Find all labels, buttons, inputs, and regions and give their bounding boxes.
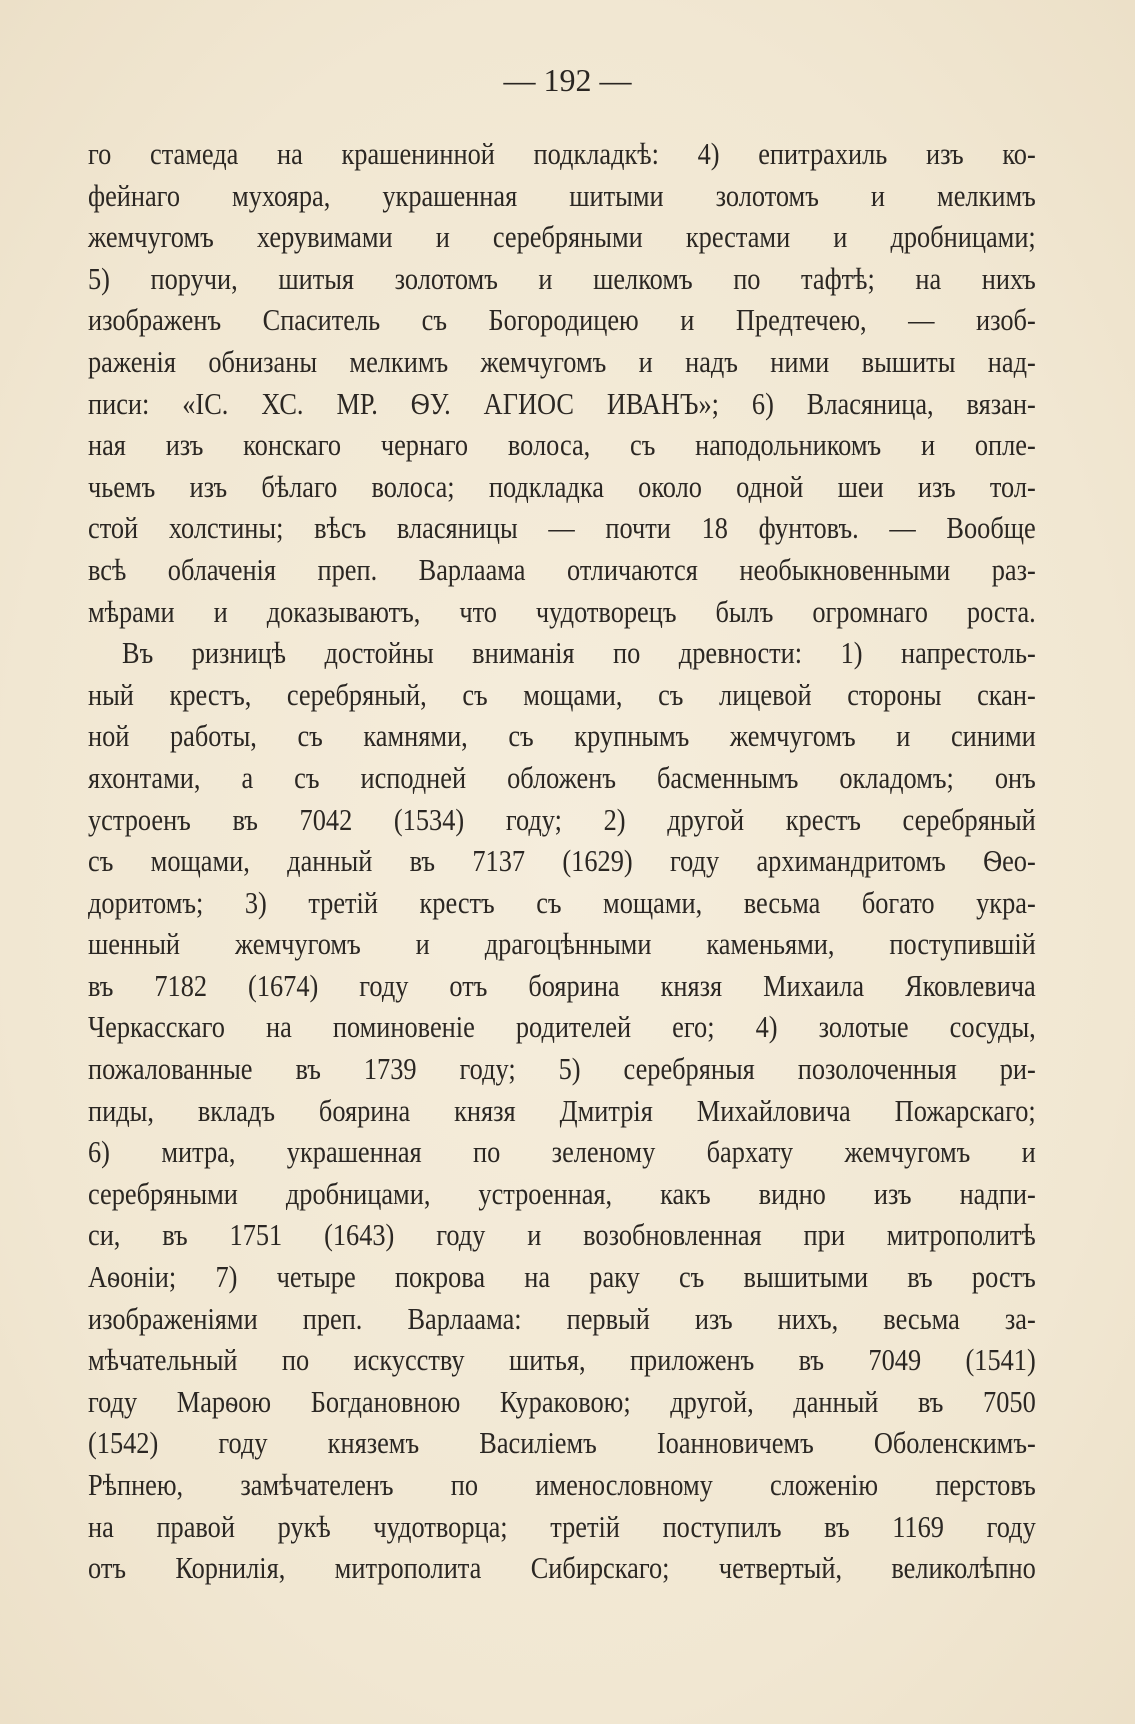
text-line [88, 1381, 1036, 1423]
text-line-content: раженія обнизаны мелкимъ жемчугомъ и надъ ними вышиты над- [88, 343, 1036, 379]
text-line-content: доритомъ; 3) третій крестъ съ мощами, весьма богато укра- [88, 884, 1036, 920]
text-line-content: изображенъ Спаситель съ Богородицею и Предтечею, — изоб- [88, 302, 1036, 338]
text-line-content: ный крестъ, серебряный, съ мощами, съ лицевой стороны скан- [88, 676, 1036, 712]
text-line [88, 1422, 1036, 1464]
text-line [88, 258, 1036, 300]
text-line [88, 341, 1036, 383]
text-line-content: пожалованные въ 1739 году; 5) серебряныя позолоченныя ри- [88, 1051, 1036, 1087]
text-line [88, 133, 1036, 175]
text-line [88, 923, 1036, 965]
text-line [88, 757, 1036, 799]
text-line-content: съ мощами, данный въ 7137 (1629) году архимандритомъ Ѳео- [88, 843, 1036, 879]
text-line-content: ной работы, съ камнями, съ крупнымъ жемчугомъ и синими [88, 718, 1036, 754]
text-line [88, 549, 1036, 591]
text-line-content: серебряными дробницами, устроенная, какъ видно изъ надпи- [88, 1175, 1036, 1211]
text-line [88, 1298, 1036, 1340]
text-line [88, 1006, 1036, 1048]
text-line-content: всѣ облаченія преп. Варлаама отличаются необыкновенными раз- [88, 551, 1036, 587]
text-line-content: Въ ризницѣ достойны вниманія по древности: 1) напрестоль- [122, 635, 1036, 671]
text-line-content: Рѣпнею, замѣчателенъ по именословному сложенію перстовъ [88, 1467, 1036, 1502]
text-line-content: пиды, вкладъ боярина князя Дмитрія Михайловича Пожарскаго; [88, 1092, 1036, 1128]
text-line [88, 466, 1036, 508]
text-line [88, 1090, 1036, 1132]
text-line-content: (1542) году княземъ Василіемъ Іоанновичемъ Оболенскимъ- [88, 1425, 1036, 1461]
text-line-content: устроенъ въ 7042 (1534) году; 2) другой крестъ серебряный [88, 801, 1036, 837]
text-line [88, 507, 1036, 549]
text-line [88, 591, 1036, 633]
text-line [88, 840, 1036, 882]
text-line [88, 1214, 1036, 1256]
text-line-content: го стамеда на крашенинной подкладкѣ: 4) епитрахиль изъ ко- [88, 136, 1036, 171]
text-line [88, 1256, 1036, 1298]
page-number: — 192 — [503, 62, 632, 98]
text-line-content: мѣрами и доказываютъ, что чудотворецъ былъ огромнаго роста. [88, 593, 1036, 629]
text-line-content: 6) митра, украшенная по зеленому бархату жемчугомъ и [88, 1134, 1036, 1170]
text-line-content: шенный жемчугомъ и драгоцѣнными каменьями, поступившій [88, 926, 1036, 962]
body-text [88, 133, 1036, 1589]
text-line-content: въ 7182 (1674) году отъ боярина князя Михаила Яковлевича [88, 967, 1036, 1003]
text-line [88, 1173, 1036, 1215]
text-line-content: стой холстины; вѣсъ власяницы — почти 18 фунтовъ. — Вообще [88, 510, 1036, 546]
text-line [88, 383, 1036, 425]
text-line [88, 1464, 1036, 1506]
text-line-content: ная изъ конскаго чернаго волоса, съ наподольникомъ и опле- [88, 427, 1036, 463]
text-line [88, 1339, 1036, 1381]
text-line [88, 1547, 1036, 1589]
text-line-content: фейнаго мухояра, украшенная шитыми золотомъ и мелкимъ [88, 177, 1036, 213]
text-line [88, 882, 1036, 924]
text-line-content: Черкасскаго на поминовеніе родителей его; 4) золотые сосуды, [88, 1009, 1036, 1045]
text-line [88, 299, 1036, 341]
text-line [88, 1131, 1036, 1173]
text-line [88, 1506, 1036, 1548]
text-line-content: жемчугомъ херувимами и серебряными крестами и дробницами; [88, 219, 1036, 255]
text-line-content: отъ Корнилія, митрополита Сибирскаго; четвертый, великолѣпно [88, 1550, 1036, 1586]
text-line-content: яхонтами, а съ исподней обложенъ басменнымъ окладомъ; онъ [88, 759, 1036, 795]
text-line [88, 175, 1036, 217]
text-line-content: на правой рукѣ чудотворца; третій поступилъ въ 1169 году [88, 1508, 1036, 1544]
text-line [88, 965, 1036, 1007]
text-line-content: 5) поручи, шитыя золотомъ и шелкомъ по тафтѣ; на нихъ [88, 260, 1036, 296]
text-line [88, 632, 1036, 674]
text-line [88, 216, 1036, 258]
text-line [88, 1048, 1036, 1090]
text-line-content: мѣчательный по искусству шитья, приложенъ въ 7049 (1541) [88, 1342, 1036, 1378]
text-line-content: писи: «ІС. ХС. МР. ѲУ. АГИОС ИВАНЪ»; 6) Власяница, вязан- [88, 385, 1036, 421]
text-line-content: Аѳоніи; 7) четыре покрова на раку съ вышитыми въ ростъ [88, 1259, 1036, 1295]
text-line-content: си, въ 1751 (1643) году и возобновленная при митрополитѣ [88, 1217, 1036, 1253]
text-line [88, 424, 1036, 466]
text-line-content: чьемъ изъ бѣлаго волоса; подкладка около одной шеи изъ тол- [88, 468, 1036, 504]
text-line-content: году Марѳою Богдановною Кураковою; другой, данный въ 7050 [88, 1383, 1036, 1419]
text-line [88, 715, 1036, 757]
text-line [88, 674, 1036, 716]
text-line-content: изображеніями преп. Варлаама: первый изъ нихъ, весьма за- [88, 1300, 1036, 1336]
text-line [88, 799, 1036, 841]
